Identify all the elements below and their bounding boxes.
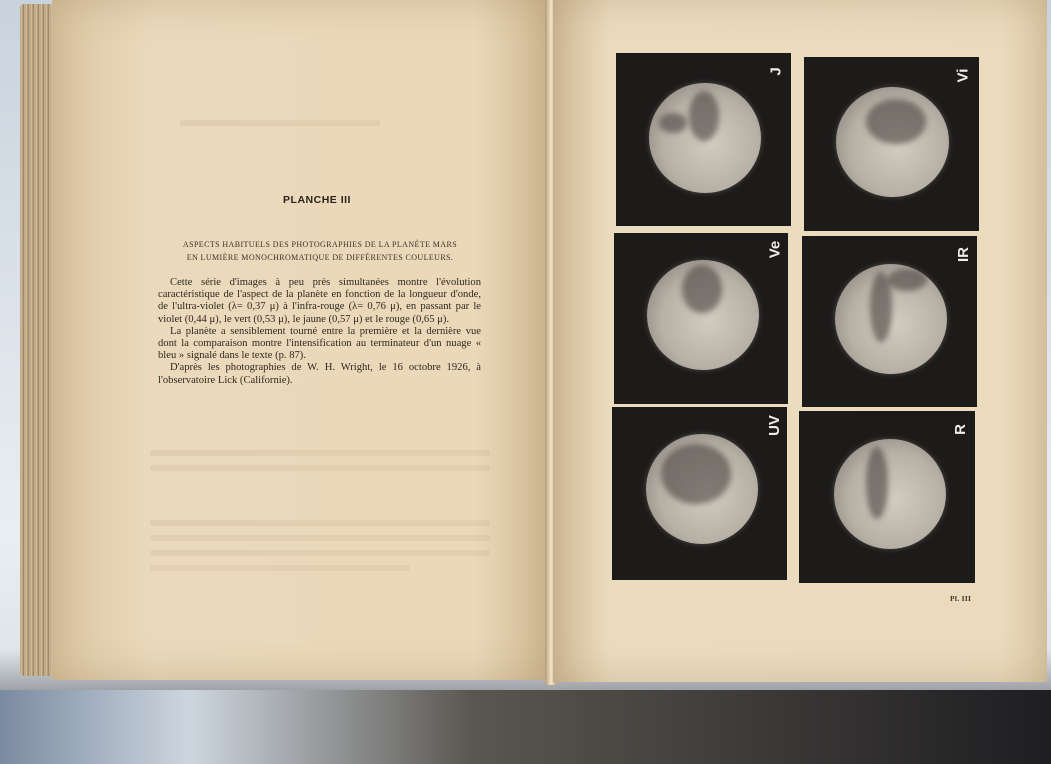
dark-marking bbox=[887, 269, 927, 291]
plate-title: PLANCHE III bbox=[283, 194, 351, 206]
mars-disk bbox=[834, 439, 946, 549]
mars-photo-panel bbox=[612, 407, 787, 580]
paragraph: Cette série d'images à peu près simultanées montre l'évolution caractéristique de l'aspect de la planète en fonction de la longueur d'onde, de l'ultra-violet (λ= 0,37 μ) à l'infra-rouge (λ= 0,76 μ), en passant par le violet (0,44 μ), le vert (0,53 μ), le jaune (0,57 μ) et le rouge (0,65 μ). bbox=[158, 277, 481, 325]
paragraph: La planète a sensiblement tourné entre la première et la dernière vue dont la comparaison montre l'intensification au terminateur d'un nuage « bleu » signalé dans le texte (p. 87). bbox=[158, 325, 481, 362]
mars-disk bbox=[647, 260, 759, 370]
plate-number: Pl. III bbox=[950, 594, 972, 603]
mars-photo-panel bbox=[616, 53, 791, 226]
subtitle-line: EN LUMIÈRE MONOCHROMATIQUE DE DIFFÉRENTES COULEURS. bbox=[186, 253, 454, 262]
mars-disk bbox=[835, 264, 947, 374]
subtitle-line: ASPECTS HABITUELS DES PHOTOGRAPHIES DE LA PLANÈTE MARS bbox=[182, 240, 458, 249]
dark-marking bbox=[866, 99, 926, 144]
panel-label: Ve bbox=[766, 240, 784, 259]
show-through bbox=[180, 120, 380, 126]
panel-label: UV bbox=[765, 415, 783, 436]
dark-marking bbox=[689, 91, 719, 141]
mars-disk bbox=[836, 87, 949, 197]
dark-marking bbox=[682, 265, 722, 313]
show-through bbox=[150, 550, 490, 556]
plate-subtitle bbox=[160, 238, 480, 264]
panel-label: Vi bbox=[954, 68, 972, 83]
mars-photo-panel bbox=[799, 411, 975, 583]
dark-marking bbox=[659, 113, 687, 133]
show-through bbox=[150, 450, 490, 456]
mars-disk bbox=[649, 83, 761, 193]
show-through bbox=[150, 565, 410, 571]
show-through bbox=[150, 535, 490, 541]
show-through bbox=[150, 520, 490, 526]
mars-photo-panel bbox=[804, 57, 979, 231]
panel-label: J bbox=[767, 67, 785, 76]
panel-label: R bbox=[951, 424, 969, 435]
show-through bbox=[150, 465, 490, 471]
dark-marking bbox=[866, 447, 888, 519]
background-shadow bbox=[0, 690, 1051, 764]
mars-disk bbox=[646, 434, 758, 544]
plate-description bbox=[158, 277, 481, 387]
panel-label: IR bbox=[955, 247, 972, 262]
paragraph: D'après les photographies de W. H. Wright, le 16 octobre 1926, à l'observatoire Lick (Californie). bbox=[158, 362, 481, 386]
dark-marking bbox=[661, 444, 731, 504]
mars-photo-panel bbox=[802, 236, 977, 407]
mars-photo-panel bbox=[614, 233, 788, 404]
